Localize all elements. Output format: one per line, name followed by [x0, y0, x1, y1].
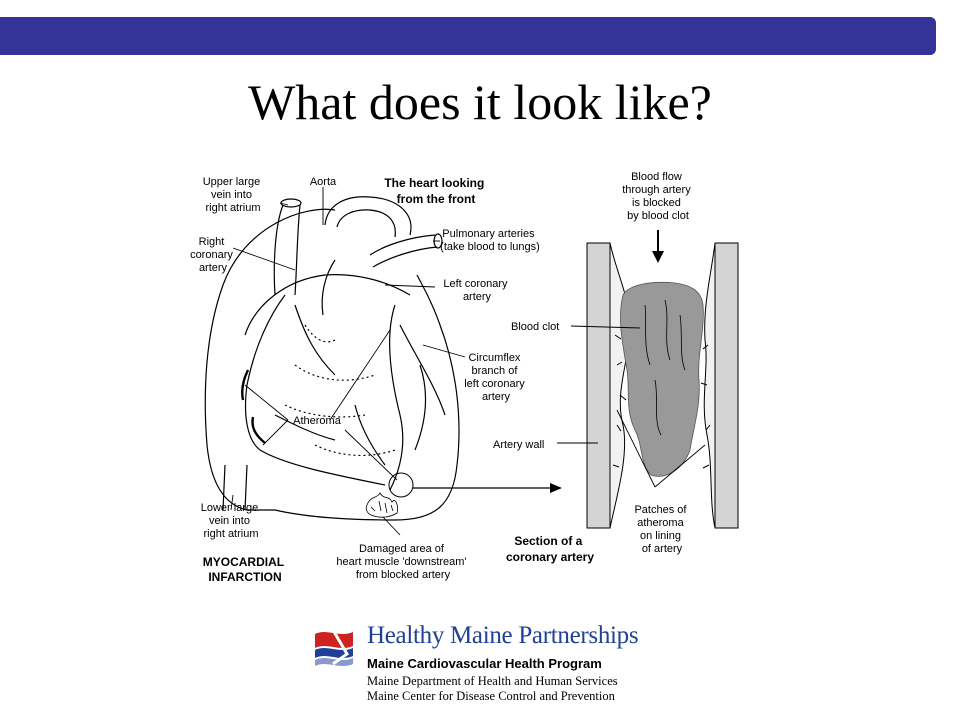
logo-name-part2: Partnerships — [518, 622, 639, 649]
label-lower-vein: Lower large vein into right atrium — [200, 502, 259, 540]
artery-wall-left — [587, 243, 610, 528]
flag-logo-icon — [313, 624, 365, 672]
label-aorta: Aorta — [309, 176, 337, 188]
label-upper-vein: Upper large vein into right atrium — [202, 176, 261, 214]
heart-illustration — [205, 197, 459, 520]
label-right-coronary: Right coronary artery — [190, 236, 233, 274]
logo-name-part1: Healthy Maine — [367, 622, 519, 649]
label-blood-clot: Blood clot — [511, 321, 560, 333]
blood-clot — [620, 282, 703, 476]
artery-section — [587, 230, 738, 528]
slide-title: What does it look like? — [248, 74, 712, 130]
top-accent-bar — [0, 17, 936, 55]
logo-program-name: Maine Cardiovascular Health Program — [367, 656, 602, 671]
coronary-arteries — [246, 295, 445, 490]
logo-center: Maine Center for Disease Control and Prevention — [367, 689, 615, 703]
label-section: Section of a coronary artery — [505, 534, 595, 564]
label-heart-heading: The heart looking from the front — [384, 176, 485, 206]
pulmonary-shape — [370, 235, 437, 267]
label-left-coronary: Left coronary artery — [443, 278, 508, 303]
label-damaged: Damaged area of heart muscle 'downstream' from blocked artery — [336, 543, 467, 581]
heart-attack-diagram — [185, 165, 755, 595]
label-artery-wall: Artery wall — [493, 439, 545, 451]
artery-wall-right — [715, 243, 738, 528]
label-blood-flow: Blood flow through artery is blocked by blood clot — [622, 171, 691, 222]
label-circumflex: Circumflex branch of left coronary artery — [464, 352, 525, 403]
logo-department: Maine Department of Health and Human Services — [367, 674, 618, 688]
atheroma-left — [610, 243, 630, 528]
label-pulmonary: Pulmonary arteries (take blood to lungs) — [440, 228, 540, 253]
logo-organization-name — [367, 622, 638, 650]
upper-vein-shape — [274, 205, 300, 295]
arrow-to-section — [413, 483, 562, 493]
label-myocardial: MYOCARDIAL INFARCTION — [202, 555, 284, 584]
label-patches: Patches of atheroma on lining of artery — [634, 504, 687, 555]
atheroma-right — [704, 243, 715, 528]
damaged-area-mark — [366, 493, 397, 517]
label-atheroma: Atheroma — [293, 415, 341, 427]
healthy-maine-logo — [313, 622, 673, 714]
